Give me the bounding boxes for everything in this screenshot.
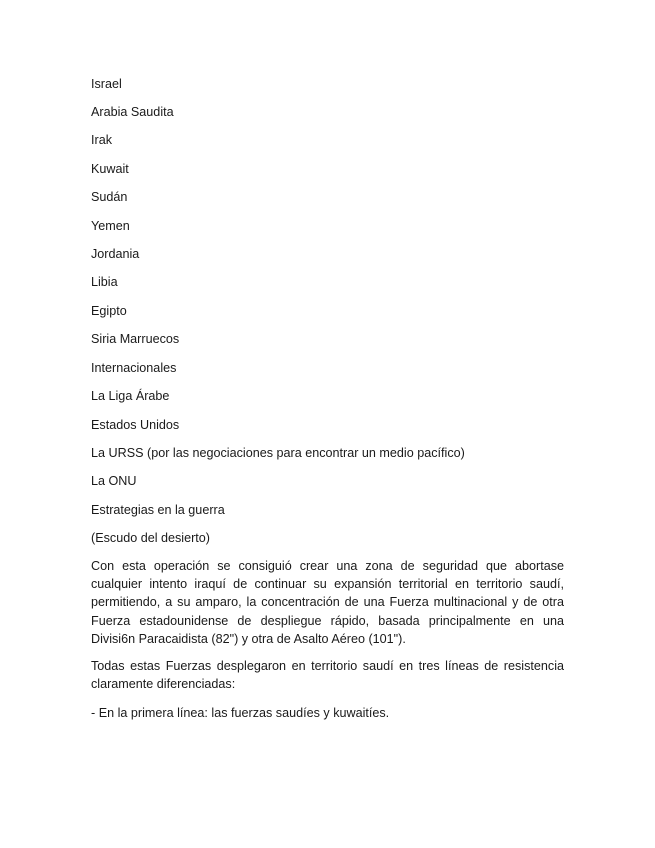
list-item-irak: Irak bbox=[91, 133, 112, 147]
list-item-egipto: Egipto bbox=[91, 304, 127, 318]
paragraph-operacion: Con esta operación se consiguió crear una zona de seguridad que abortase cualquier intento iraquí de continuar su expansión territorial en territorio saudí, permitiendo, a su amparo, la concentración de una Fuerza multinacional y de otra Fuerza estadounidense de despliegue rápido, basada principalmente en una Divisi6n Paracaidista (82") y otra de Asalto Aéreo (101"). bbox=[91, 559, 564, 646]
list-item-sudan: Sudán bbox=[91, 190, 128, 204]
list-item-libia: Libia bbox=[91, 275, 118, 289]
list-item-onu: La ONU bbox=[91, 474, 137, 488]
paragraph-primera-linea: - En la primera línea: las fuerzas saudíes y kuwaitíes. bbox=[91, 706, 390, 720]
section-heading-estrategias: Estrategias en la guerra bbox=[91, 503, 225, 517]
list-item-urss: La URSS (por las negociaciones para encontrar un medio pacífico) bbox=[91, 446, 465, 460]
list-item-siria-marruecos: Siria Marruecos bbox=[91, 332, 180, 346]
paragraph-lineas-resistencia: Todas estas Fuerzas desplegaron en territorio saudí en tres líneas de resistencia claramente diferenciadas: bbox=[91, 659, 564, 692]
section-heading-internacionales: Internacionales bbox=[91, 361, 177, 375]
list-item-israel: Israel bbox=[91, 77, 122, 91]
list-item-arabia-saudita: Arabia Saudita bbox=[91, 105, 174, 119]
subheading-escudo-del-desierto: (Escudo del desierto) bbox=[91, 531, 211, 545]
list-item-liga-arabe: La Liga Árabe bbox=[91, 389, 170, 403]
list-item-estados-unidos: Estados Unidos bbox=[91, 418, 180, 432]
list-item-jordania: Jordania bbox=[91, 247, 140, 261]
list-item-kuwait: Kuwait bbox=[91, 162, 129, 176]
list-item-yemen: Yemen bbox=[91, 219, 130, 233]
